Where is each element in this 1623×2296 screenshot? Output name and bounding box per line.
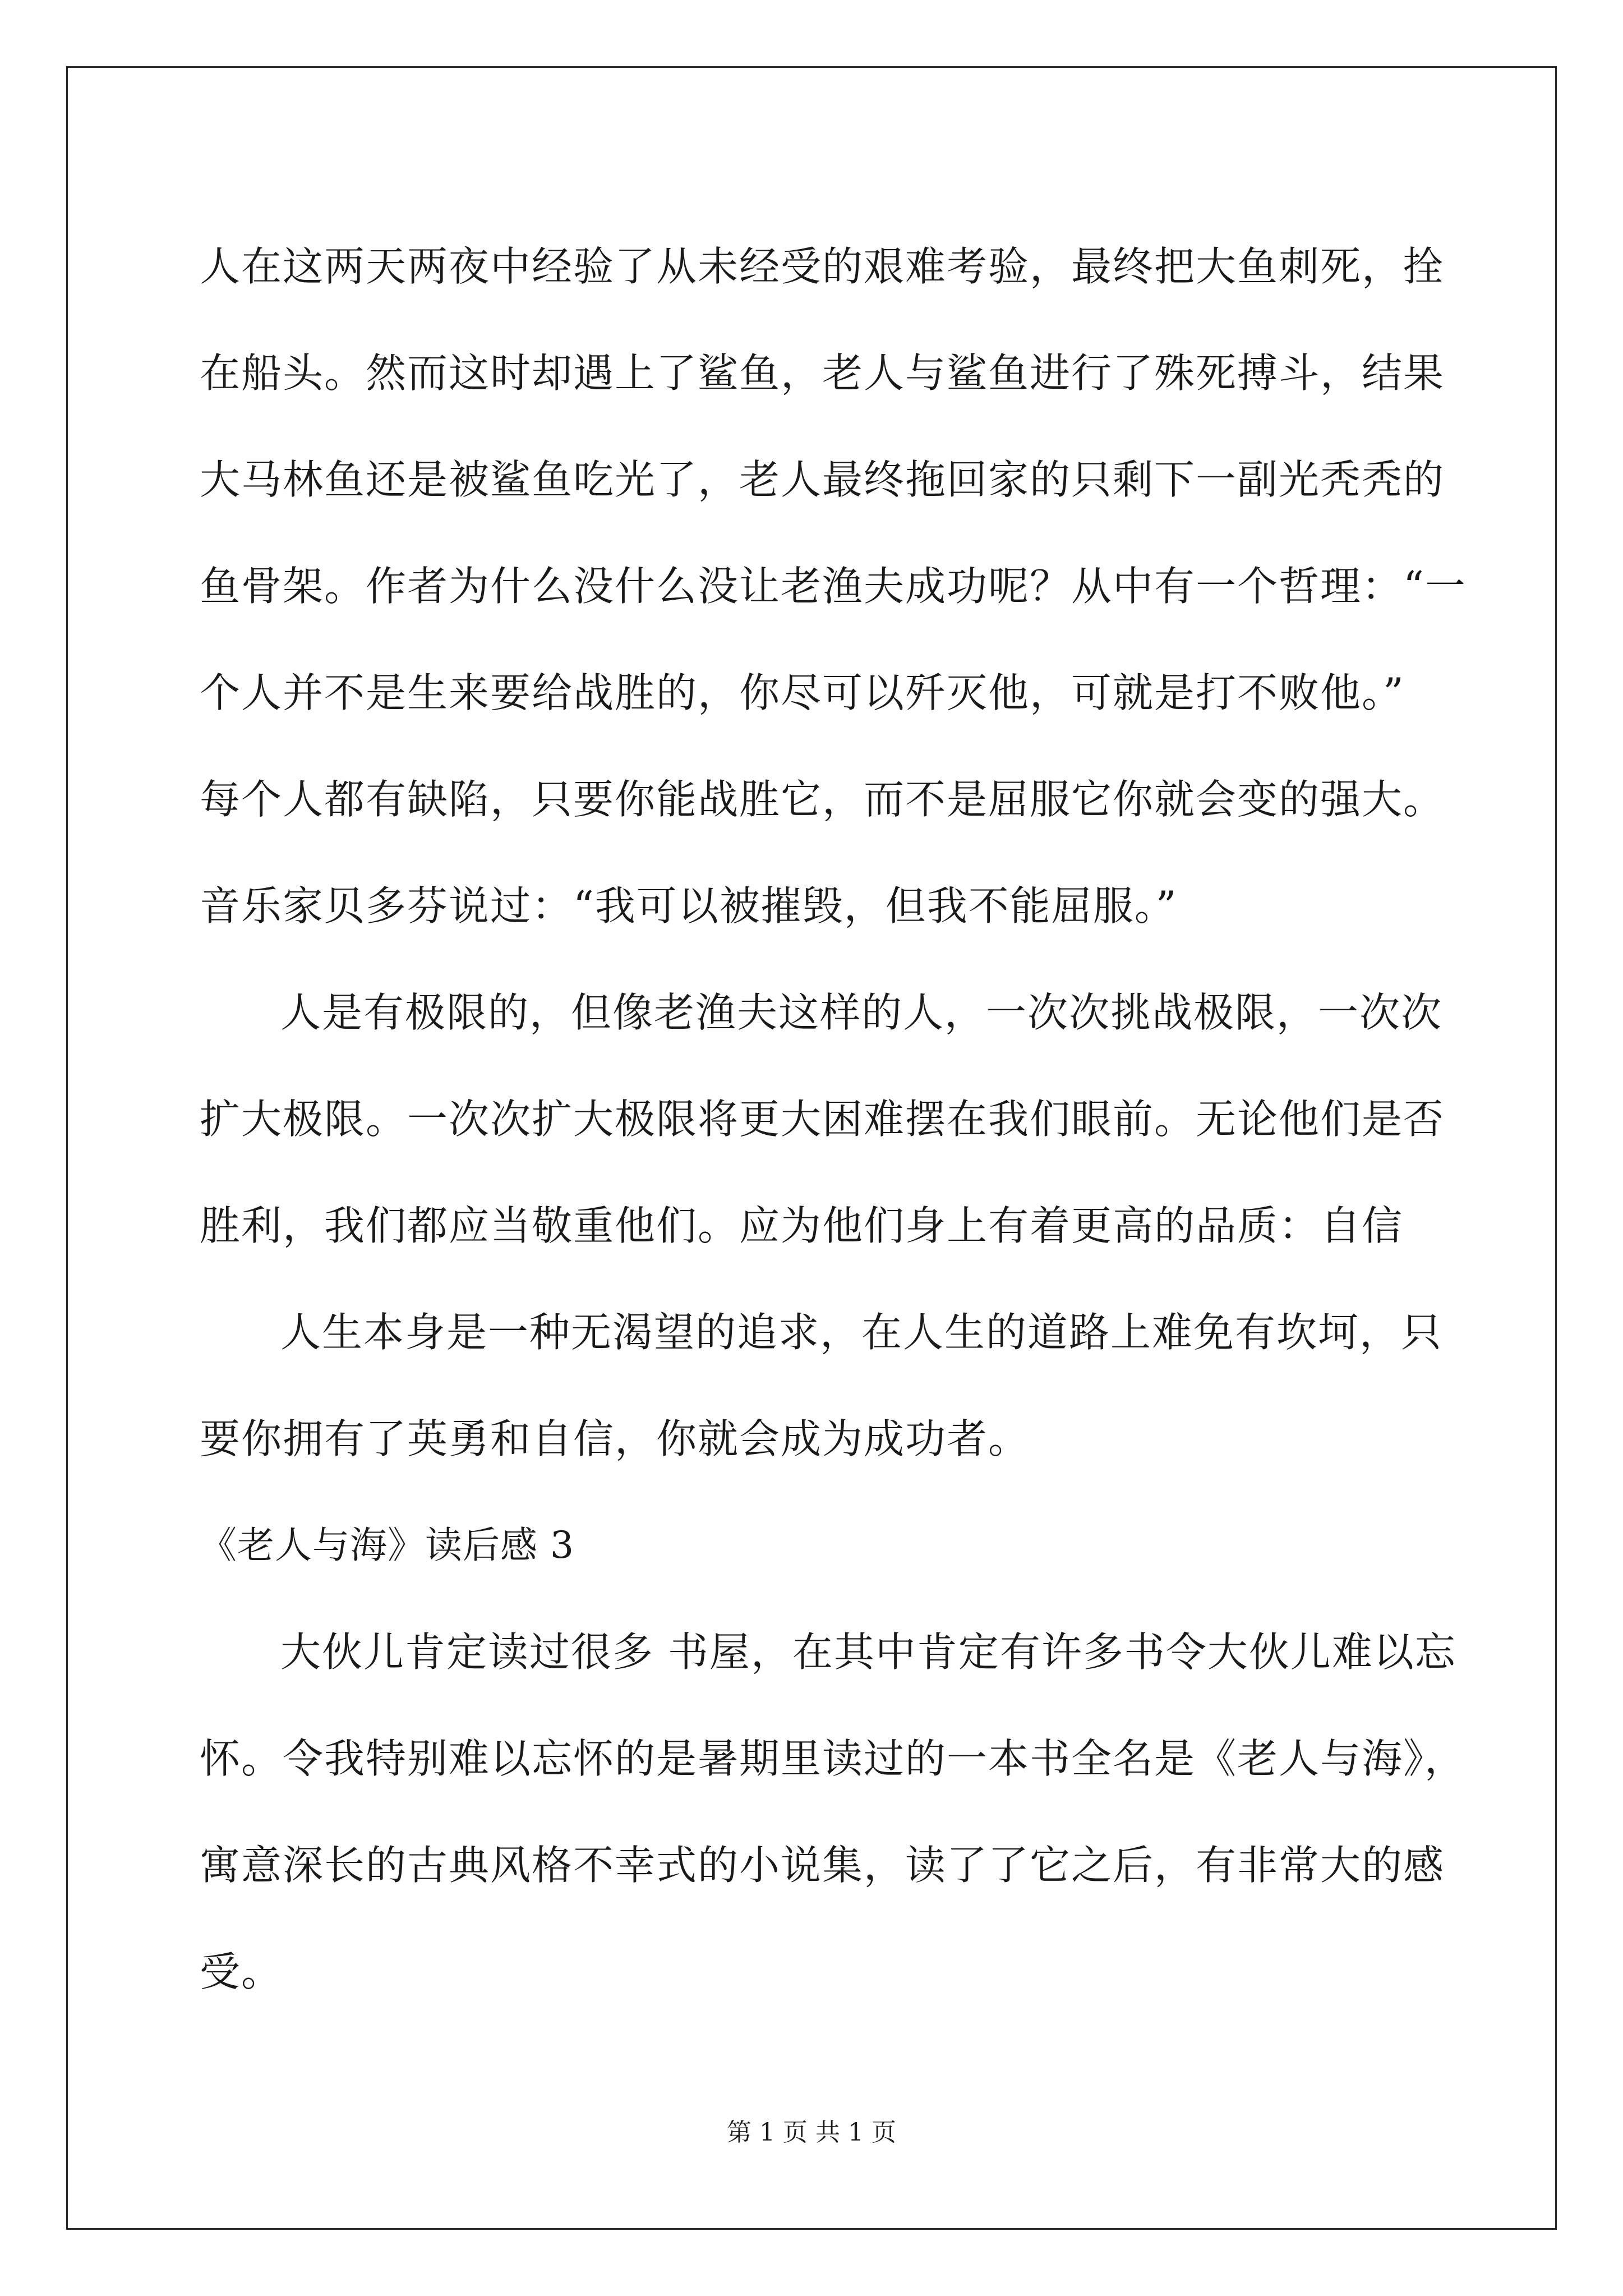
section-heading: 《老人与海》读后感 3 xyxy=(200,1524,574,1567)
text-line: 人在这两天两夜中经验了从未经受的艰难考验，最终把大鱼刺死，拴 xyxy=(200,243,1445,290)
text-line: 鱼骨架。作者为什么没什么没让老渔夫成功呢？从中有一个哲理：“一 xyxy=(200,563,1467,610)
paragraph-start-line: 大伙儿肯定读过很多 书屋，在其中肯定有许多书令大伙儿难以忘 xyxy=(280,1628,1456,1676)
text-line: 胜利，我们都应当敬重他们。应为他们身上有着更高的品质：自信 xyxy=(200,1202,1404,1249)
text-line: 扩大极限。一次次扩大极限将更大困难摆在我们眼前。无论他们是否 xyxy=(200,1096,1445,1143)
text-line: 怀。令我特别难以忘怀的是暑期里读过的一本书全名是《老人与海》， xyxy=(200,1735,1467,1782)
paragraph-start-line: 人是有极限的，但像老渔夫这样的人，一次次挑战极限，一次次 xyxy=(280,989,1443,1036)
text-line: 要你拥有了英勇和自信，你就会成为成功者。 xyxy=(200,1415,1030,1462)
text-line: 大马林鱼还是被鲨鱼吃光了，老人最终拖回家的只剩下一副光秃秃的 xyxy=(200,456,1445,503)
text-line: 寓意深长的古典风格不幸式的小说集，读了了它之后，有非常大的感 xyxy=(200,1842,1445,1889)
text-line: 受。 xyxy=(200,1948,283,1995)
text-line: 在船头。然而这时却遇上了鲨鱼，老人与鲨鱼进行了殊死搏斗，结果 xyxy=(200,349,1445,397)
paragraph-start-line: 人生本身是一种无渴望的追求，在人生的道路上难免有坎坷，只 xyxy=(280,1309,1443,1356)
text-line: 每个人都有缺陷，只要你能战胜它，而不是屈服它你就会变的强大。 xyxy=(200,776,1445,823)
page-number-footer: 第 1 页 共 1 页 xyxy=(727,2118,896,2147)
text-line: 个人并不是生来要给战胜的，你尽可以歼灭他，可就是打不败他。” xyxy=(200,669,1405,716)
text-line: 音乐家贝多芬说过：“我可以被摧毁，但我不能屈服。” xyxy=(200,882,1178,930)
document-body xyxy=(200,213,1467,2025)
